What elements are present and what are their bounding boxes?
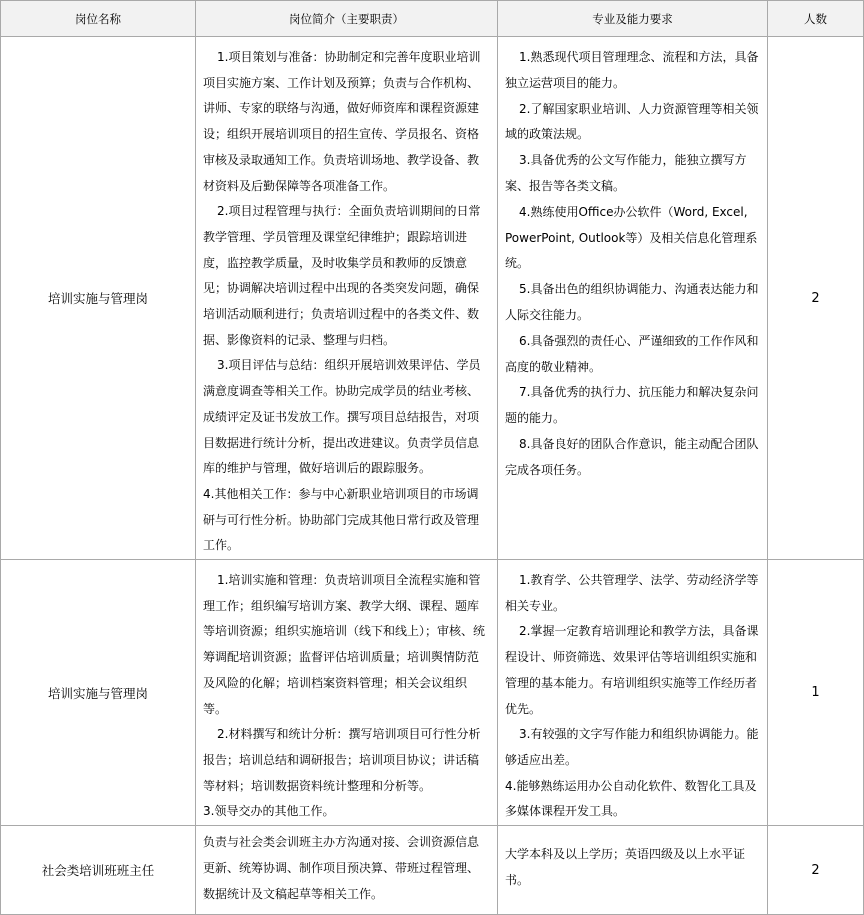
requirement-item: 1.教育学、公共管理学、法学、劳动经济学等相关专业。 [505,573,759,613]
requirement-item: 4.熟练使用Office办公软件（Word, Excel, PowerPoint, Outlook等）及相关信息化管理系统。 [505,204,758,271]
header-duties: 岗位简介（主要职责） [196,1,498,37]
requirements-cell [498,37,768,560]
header-count: 人数 [768,1,864,37]
duty-item: 负责与社会类会训班主办方沟通对接、会训资源信息更新、统筹协调、制作项目预决算、带班过程管理、数据统计及文稿起草等相关工作。 [203,835,480,901]
requirement-item: 6.具备强烈的责任心、严谨细致的工作作风和高度的敬业精神。 [505,333,759,374]
table-header-row [1,1,864,37]
duty-item: 2.项目过程管理与执行：全面负责培训期间的日常教学管理、学员管理及课堂纪律维护；跟踪培训进度，监控教学质量，及时收集学员和教师的反馈意见；协调解决培训过程中出现的各类突发问题，确保培训活动顺利进行；负责培训过程中的各类文件、数据、影像资料的记录、整理与归档。 [203,204,481,347]
requirement-item: 5.具备出色的组织协调能力、沟通表达能力和人际交往能力。 [505,282,759,322]
requirement-item: 2.了解国家职业培训、人力资源管理等相关领域的政策法规。 [505,101,759,142]
duty-item: 3.项目评估与总结：组织开展培训效果评估、学员满意度调查等相关工作。协助完成学员的结业考核、成绩评定及证书发放工作。撰写项目总结报告，对项目数据进行统计分析，提出改进建议。负责学员信息库的维护与管理，做好培训后的跟踪服务。 [203,358,481,476]
duties-cell [196,826,498,915]
requirement-item: 2.掌握一定教育培训理论和教学方法，具备课程设计、师资筛选、效果评估等培训组织实施和管理的基本能力。有培训组织实施等工作经历者优先。 [505,624,759,716]
position-name: 社会类培训班班主任 [1,826,196,915]
position-name: 培训实施与管理岗 [1,37,196,560]
requirement-item: 8.具备良好的团队合作意识，能主动配合团队完成各项任务。 [505,436,759,477]
requirement-item: 7.具备优秀的执行力、抗压能力和解决复杂问题的能力。 [505,385,759,426]
requirement-item: 大学本科及以上学历；英语四级及以上水平证书。 [505,847,746,887]
table-row [1,560,864,826]
requirements-cell [498,560,768,826]
headcount: 1 [768,560,864,826]
duties-cell [196,37,498,560]
requirements-cell [498,826,768,915]
header-position-name: 岗位名称 [1,1,196,37]
requirement-item: 1.熟悉现代项目管理理念、流程和方法，具备独立运营项目的能力。 [505,50,759,90]
duty-item: 2.材料撰写和统计分析：撰写培训项目可行性分析报告；培训总结和调研报告；培训项目协议；讲话稿等材料；培训数据资料统计整理和分析等。 [203,727,481,793]
requirement-item: 3.具备优秀的公文写作能力，能独立撰写方案、报告等各类文稿。 [505,153,747,193]
position-name: 培训实施与管理岗 [1,560,196,826]
headcount: 2 [768,826,864,915]
duty-item: 4.其他相关工作：参与中心新职业培训项目的市场调研与可行性分析。协助部门完成其他日常行政及管理工作。 [203,486,480,553]
duty-item: 1.项目策划与准备：协助制定和完善年度职业培训项目实施方案、工作计划及预算；负责与合作机构、讲师、专家的联络与沟通，做好师资库和课程资源建设；组织开展培训项目的招生宣传、学员报名、资格审核及录取通知工作。负责培训场地、教学设备、教材资料及后勤保障等各项准备工作。 [203,50,481,193]
table-row [1,37,864,560]
requirement-item: 4.能够熟练运用办公自动化软件、数智化工具及多媒体课程开发工具。 [505,778,757,819]
headcount: 2 [768,37,864,560]
header-requirements: 专业及能力要求 [498,1,768,37]
duties-cell [196,560,498,826]
duty-item: 3.领导交办的其他工作。 [203,804,335,819]
table-row [1,826,864,915]
duty-item: 1.培训实施和管理：负责培训项目全流程实施和管理工作；组织编写培训方案、教学大纲、课程、题库等培训资源；组织实施培训（线下和线上）；审核、统筹调配培训资源；监督评估培训质量；培训舆情防范及风险的化解；培训档案资料管理；相关会议组织等。 [203,573,486,716]
requirement-item: 3.有较强的文字写作能力和组织协调能力。能够适应出差。 [505,727,759,767]
